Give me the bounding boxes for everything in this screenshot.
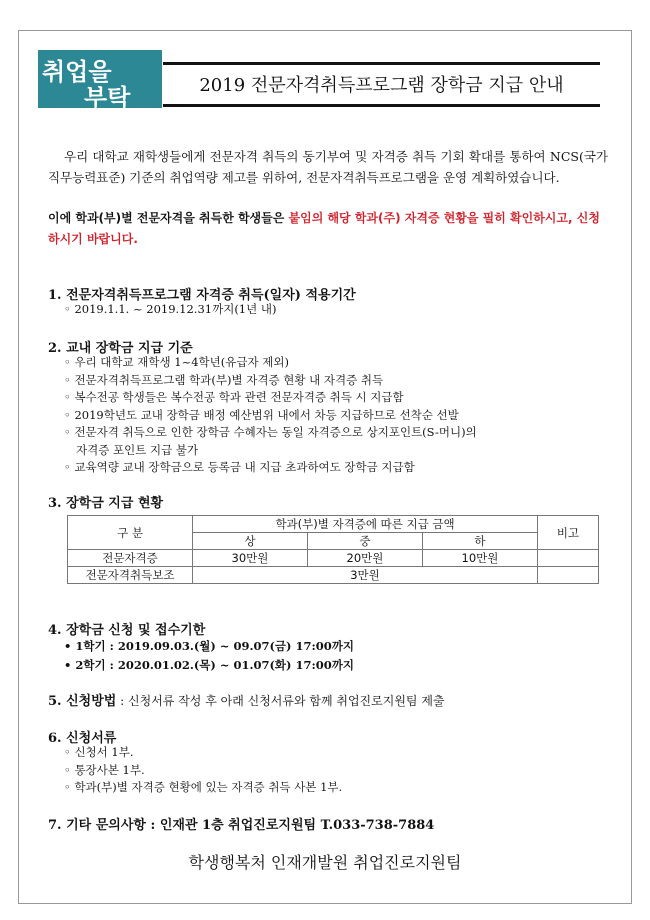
logo-text: 취업을 xyxy=(42,58,112,86)
list-item: ◦ 복수전공 학생들은 복수전공 학과 관련 전문자격증 취득 시 지급함 xyxy=(64,390,404,404)
list-item: 자격증 포인트 지급 불가 xyxy=(76,442,199,457)
list-item: ◦ 학과(부)별 자격증 현황에 있는 자격증 취득 사본 1부. xyxy=(64,780,343,794)
notice-red-text: 붙임의 해당 학과(주) 자격증 현황을 필히 확인하시고, 신청하시기 바랍니다. xyxy=(48,211,600,246)
scholarship-table xyxy=(67,515,599,584)
notice-text: 이에 학과(부)별 전문자격을 취득한 학생들은 xyxy=(48,211,289,225)
list-item: ◦ 통장사본 1부. xyxy=(64,762,145,777)
list-item: ◦ 2019학년도 교내 장학금 배정 예산범위 내에서 차등 지급하므로 선착순 선발 xyxy=(64,407,459,422)
table-cell xyxy=(538,567,599,584)
table-header: 하 xyxy=(422,533,537,550)
table-cell: 전문자격증 xyxy=(68,550,193,567)
footer-signature: 학생행복처 인재개발원 취업진로지원팀 xyxy=(188,853,462,872)
deadline-list xyxy=(64,637,354,675)
table-header: 구 분 xyxy=(68,516,193,550)
table-cell: 30만원 xyxy=(193,550,308,567)
table-cell: 3만원 xyxy=(193,567,538,584)
list-item: ◦ 2019.1.1. ~ 2019.12.31까지(1년 내) xyxy=(64,302,277,316)
table-row xyxy=(68,550,599,567)
section-heading: 3. 장학금 지급 현황 xyxy=(48,496,164,511)
title-rule-bottom xyxy=(163,104,600,107)
table-header: 학과(부)별 자격증에 따른 지급 금액 xyxy=(193,516,538,533)
table-cell xyxy=(538,550,599,567)
criteria-list xyxy=(64,354,477,477)
page-title: 2019 전문자격취득프로그램 장학금 지급 안내 xyxy=(199,75,564,96)
intro-text: 우리 대학교 재학생들에게 전문자격 취득의 동기부여 및 자격증 취득 기회 확대를 통하여 NCS(국가직무능력표준) 기준의 취업역량 제고를 위하여, 전문자격취득프로그램을 운영 계획하였습니다. xyxy=(48,149,608,185)
section-heading: 6. 신청서류 xyxy=(48,731,117,746)
table-row xyxy=(68,567,599,584)
list-item: ◦ 우리 대학교 재학생 1~4학년(유급자 제외) xyxy=(64,355,289,369)
table-header: 상 xyxy=(193,533,308,550)
table-header: 비고 xyxy=(538,516,599,550)
table-cell: 20만원 xyxy=(307,550,422,567)
section-heading: 7. 기타 문의사항 : 인재관 1층 취업진로지원팀 T.033-738-7884 xyxy=(48,818,435,833)
section-heading: 1. 전문자격취득프로그램 자격증 취득(일자) 적용기간 xyxy=(48,288,356,303)
logo xyxy=(38,50,162,147)
section-heading: 4. 장학금 신청 및 접수기한 xyxy=(48,623,206,638)
list-item: • 1학기 : 2019.09.03.(월) ~ 09.07(금) 17:00까지 xyxy=(64,639,354,653)
list-item: ◦ 전문자격 취득으로 인한 장학금 수혜자는 동일 자격증으로 상지포인트(S-머니)의 xyxy=(64,425,477,439)
table-header: 중 xyxy=(307,533,422,550)
table-cell: 10만원 xyxy=(422,550,537,567)
section-heading: 2. 교내 장학금 지급 기준 xyxy=(48,341,193,356)
intro-paragraph xyxy=(48,147,608,188)
documents-list xyxy=(64,744,342,797)
list-item: ◦ 신청서 1부. xyxy=(64,745,134,759)
section-heading: 5. 신청방법 xyxy=(48,694,117,709)
list-item: ◦ 교육역량 교내 장학금으로 등록금 내 지급 초과하여도 장학금 지급함 xyxy=(64,460,415,474)
table-cell: 전문자격취득보조 xyxy=(68,567,193,584)
list-item: ◦ 전문자격취득프로그램 학과(부)별 자격증 현황 내 자격증 취득 xyxy=(64,372,384,387)
title-rule-top xyxy=(163,62,600,65)
section-5 xyxy=(48,690,445,709)
list-item: • 2학기 : 2020.01.02.(목) ~ 01.07(화) 17:00까지 xyxy=(64,658,354,672)
intro-notice xyxy=(48,208,608,249)
logo-text: 부탁해! xyxy=(84,84,131,147)
section-text: : 신청서류 작성 후 아래 신청서류와 함께 취업진로지원팀 제출 xyxy=(116,694,445,708)
